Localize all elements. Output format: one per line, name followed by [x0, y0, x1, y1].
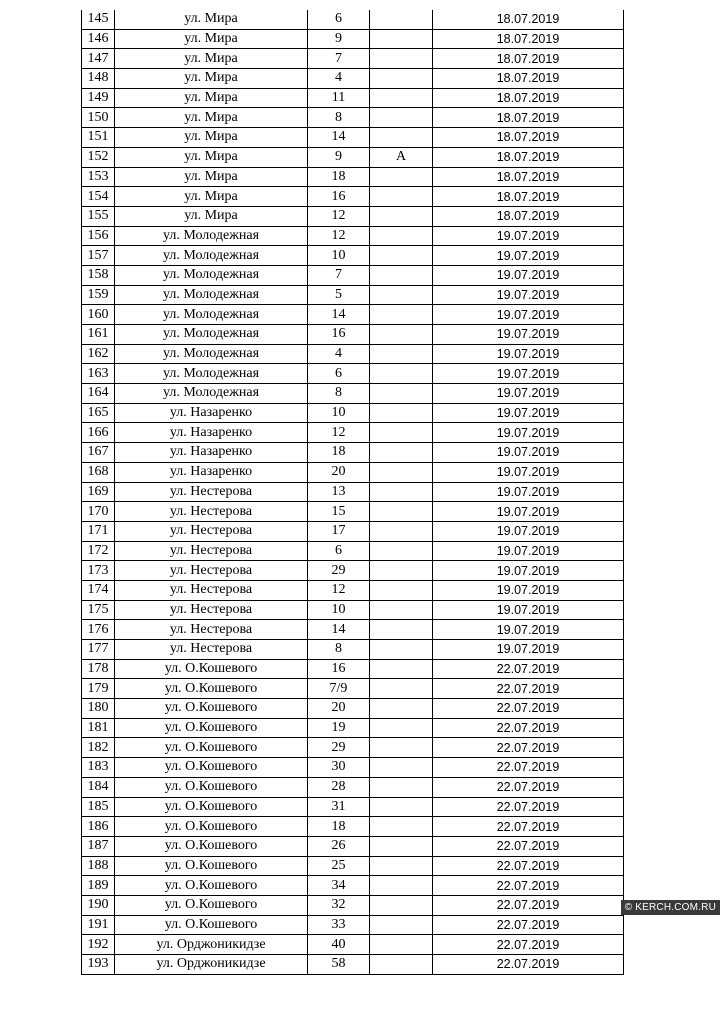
- house-letter-cell: [370, 206, 433, 226]
- house-number-cell: 26: [308, 836, 370, 856]
- street-cell: ул. Молодежная: [115, 305, 308, 325]
- house-number-cell: 5: [308, 285, 370, 305]
- date-cell: 18.07.2019: [433, 10, 624, 29]
- table-row: [82, 699, 624, 719]
- table-row: [82, 502, 624, 522]
- date-cell: 18.07.2019: [433, 187, 624, 207]
- date-cell: 19.07.2019: [433, 521, 624, 541]
- street-cell: ул. Нестерова: [115, 561, 308, 581]
- house-number-cell: 8: [308, 640, 370, 660]
- house-number-cell: 20: [308, 699, 370, 719]
- street-cell: ул. Молодежная: [115, 384, 308, 404]
- table-row: [82, 836, 624, 856]
- table-row: [82, 738, 624, 758]
- table-row: [82, 561, 624, 581]
- house-letter-cell: [370, 620, 433, 640]
- table-row: [82, 49, 624, 69]
- date-cell: 19.07.2019: [433, 620, 624, 640]
- street-cell: ул. Мира: [115, 128, 308, 148]
- date-cell: 18.07.2019: [433, 108, 624, 128]
- date-cell: 18.07.2019: [433, 49, 624, 69]
- table-row: [82, 679, 624, 699]
- house-number-cell: 4: [308, 344, 370, 364]
- house-letter-cell: [370, 699, 433, 719]
- house-number-cell: 9: [308, 29, 370, 49]
- table-row: [82, 521, 624, 541]
- row-number-cell: 183: [82, 758, 115, 778]
- date-cell: 19.07.2019: [433, 580, 624, 600]
- house-number-cell: 32: [308, 895, 370, 915]
- table-row: [82, 580, 624, 600]
- table-row: [82, 29, 624, 49]
- row-number-cell: 146: [82, 29, 115, 49]
- table-row: [82, 955, 624, 975]
- street-cell: ул. Молодежная: [115, 265, 308, 285]
- table-row: [82, 69, 624, 89]
- row-number-cell: 171: [82, 521, 115, 541]
- house-number-cell: 8: [308, 384, 370, 404]
- house-number-cell: 12: [308, 206, 370, 226]
- date-cell: 18.07.2019: [433, 29, 624, 49]
- date-cell: 18.07.2019: [433, 206, 624, 226]
- date-cell: 19.07.2019: [433, 541, 624, 561]
- table-row: [82, 482, 624, 502]
- table-row: [82, 226, 624, 246]
- date-cell: 19.07.2019: [433, 640, 624, 660]
- date-cell: 19.07.2019: [433, 423, 624, 443]
- street-cell: ул. Нестерова: [115, 580, 308, 600]
- house-number-cell: 14: [308, 128, 370, 148]
- row-number-cell: 157: [82, 246, 115, 266]
- table-row: [82, 403, 624, 423]
- street-cell: ул. Назаренко: [115, 403, 308, 423]
- row-number-cell: 186: [82, 817, 115, 837]
- house-number-cell: 18: [308, 817, 370, 837]
- house-number-cell: 8: [308, 108, 370, 128]
- house-letter-cell: [370, 265, 433, 285]
- street-cell: ул. Нестерова: [115, 502, 308, 522]
- street-cell: ул. Молодежная: [115, 285, 308, 305]
- date-cell: 19.07.2019: [433, 325, 624, 345]
- date-cell: 22.07.2019: [433, 856, 624, 876]
- date-cell: 19.07.2019: [433, 285, 624, 305]
- house-letter-cell: [370, 49, 433, 69]
- date-cell: 18.07.2019: [433, 167, 624, 187]
- house-number-cell: 10: [308, 246, 370, 266]
- house-letter-cell: [370, 876, 433, 896]
- street-cell: ул. Назаренко: [115, 443, 308, 463]
- house-letter-cell: [370, 423, 433, 443]
- date-cell: 22.07.2019: [433, 955, 624, 975]
- table-row: [82, 364, 624, 384]
- house-number-cell: 29: [308, 738, 370, 758]
- date-cell: 19.07.2019: [433, 305, 624, 325]
- row-number-cell: 158: [82, 265, 115, 285]
- street-cell: ул. О.Кошевого: [115, 758, 308, 778]
- house-letter-cell: [370, 738, 433, 758]
- house-letter-cell: [370, 108, 433, 128]
- table-row: [82, 285, 624, 305]
- house-number-cell: 6: [308, 364, 370, 384]
- house-letter-cell: [370, 384, 433, 404]
- street-cell: ул. О.Кошевого: [115, 895, 308, 915]
- date-cell: 18.07.2019: [433, 128, 624, 148]
- house-letter-cell: [370, 462, 433, 482]
- table-row: [82, 128, 624, 148]
- house-number-cell: 20: [308, 462, 370, 482]
- date-cell: 19.07.2019: [433, 344, 624, 364]
- table-row: [82, 108, 624, 128]
- table-row: [82, 443, 624, 463]
- row-number-cell: 173: [82, 561, 115, 581]
- date-cell: 19.07.2019: [433, 482, 624, 502]
- date-cell: 19.07.2019: [433, 443, 624, 463]
- house-letter-cell: [370, 915, 433, 935]
- street-cell: ул. Молодежная: [115, 344, 308, 364]
- date-cell: 22.07.2019: [433, 738, 624, 758]
- street-cell: ул. Мира: [115, 187, 308, 207]
- row-number-cell: 151: [82, 128, 115, 148]
- street-cell: ул. Нестерова: [115, 521, 308, 541]
- row-number-cell: 192: [82, 935, 115, 955]
- date-cell: 19.07.2019: [433, 226, 624, 246]
- date-cell: 18.07.2019: [433, 88, 624, 108]
- table-row: [82, 758, 624, 778]
- watermark: © KERCH.COM.RU: [621, 900, 720, 915]
- table-row: [82, 856, 624, 876]
- house-letter-cell: [370, 69, 433, 89]
- table-row: [82, 384, 624, 404]
- date-cell: 22.07.2019: [433, 758, 624, 778]
- row-number-cell: 191: [82, 915, 115, 935]
- house-number-cell: 9: [308, 147, 370, 167]
- street-cell: ул. О.Кошевого: [115, 777, 308, 797]
- row-number-cell: 180: [82, 699, 115, 719]
- house-number-cell: 18: [308, 443, 370, 463]
- date-cell: 19.07.2019: [433, 364, 624, 384]
- row-number-cell: 184: [82, 777, 115, 797]
- table-row: [82, 423, 624, 443]
- date-cell: 19.07.2019: [433, 246, 624, 266]
- row-number-cell: 168: [82, 462, 115, 482]
- table-row: [82, 305, 624, 325]
- house-letter-cell: [370, 521, 433, 541]
- date-cell: 19.07.2019: [433, 384, 624, 404]
- date-cell: 22.07.2019: [433, 797, 624, 817]
- house-number-cell: 7: [308, 49, 370, 69]
- table-row: [82, 817, 624, 837]
- house-number-cell: 15: [308, 502, 370, 522]
- house-letter-cell: [370, 344, 433, 364]
- date-cell: 18.07.2019: [433, 147, 624, 167]
- date-cell: 19.07.2019: [433, 561, 624, 581]
- date-cell: 22.07.2019: [433, 935, 624, 955]
- house-letter-cell: [370, 305, 433, 325]
- house-letter-cell: [370, 561, 433, 581]
- row-number-cell: 169: [82, 482, 115, 502]
- street-cell: ул. Молодежная: [115, 246, 308, 266]
- row-number-cell: 161: [82, 325, 115, 345]
- row-number-cell: 152: [82, 147, 115, 167]
- street-cell: ул. Молодежная: [115, 226, 308, 246]
- house-number-cell: 12: [308, 580, 370, 600]
- table-row: [82, 88, 624, 108]
- table-row: [82, 344, 624, 364]
- row-number-cell: 149: [82, 88, 115, 108]
- row-number-cell: 159: [82, 285, 115, 305]
- street-cell: ул. О.Кошевого: [115, 856, 308, 876]
- table-row: [82, 718, 624, 738]
- row-number-cell: 166: [82, 423, 115, 443]
- date-cell: 22.07.2019: [433, 777, 624, 797]
- house-letter-cell: [370, 541, 433, 561]
- house-letter-cell: [370, 246, 433, 266]
- row-number-cell: 147: [82, 49, 115, 69]
- date-cell: 22.07.2019: [433, 817, 624, 837]
- row-number-cell: 163: [82, 364, 115, 384]
- house-number-cell: 34: [308, 876, 370, 896]
- house-number-cell: 16: [308, 187, 370, 207]
- street-cell: ул. О.Кошевого: [115, 659, 308, 679]
- house-letter-cell: [370, 797, 433, 817]
- house-letter-cell: [370, 640, 433, 660]
- house-number-cell: 10: [308, 600, 370, 620]
- house-number-cell: 7/9: [308, 679, 370, 699]
- row-number-cell: 182: [82, 738, 115, 758]
- row-number-cell: 179: [82, 679, 115, 699]
- date-cell: 22.07.2019: [433, 876, 624, 896]
- street-cell: ул. Мира: [115, 49, 308, 69]
- date-cell: 22.07.2019: [433, 679, 624, 699]
- house-number-cell: 58: [308, 955, 370, 975]
- table-row: [82, 797, 624, 817]
- house-letter-cell: [370, 758, 433, 778]
- street-cell: ул. Нестерова: [115, 640, 308, 660]
- house-number-cell: 30: [308, 758, 370, 778]
- table-row: [82, 541, 624, 561]
- house-letter-cell: [370, 226, 433, 246]
- house-number-cell: 28: [308, 777, 370, 797]
- table-row: [82, 10, 624, 29]
- table-row: [82, 640, 624, 660]
- street-cell: ул. Нестерова: [115, 541, 308, 561]
- row-number-cell: 156: [82, 226, 115, 246]
- table-row: [82, 187, 624, 207]
- row-number-cell: 172: [82, 541, 115, 561]
- street-cell: ул. Орджоникидзе: [115, 955, 308, 975]
- street-cell: ул. Орджоникидзе: [115, 935, 308, 955]
- row-number-cell: 162: [82, 344, 115, 364]
- row-number-cell: 153: [82, 167, 115, 187]
- street-cell: ул. О.Кошевого: [115, 817, 308, 837]
- street-cell: ул. Нестерова: [115, 482, 308, 502]
- house-number-cell: 19: [308, 718, 370, 738]
- house-number-cell: 40: [308, 935, 370, 955]
- date-cell: 22.07.2019: [433, 895, 624, 915]
- street-cell: ул. О.Кошевого: [115, 836, 308, 856]
- house-letter-cell: [370, 502, 433, 522]
- table-row: [82, 659, 624, 679]
- house-letter-cell: [370, 895, 433, 915]
- table-row: [82, 206, 624, 226]
- table-row: [82, 167, 624, 187]
- street-cell: ул. Назаренко: [115, 462, 308, 482]
- row-number-cell: 177: [82, 640, 115, 660]
- row-number-cell: 193: [82, 955, 115, 975]
- house-letter-cell: [370, 167, 433, 187]
- street-cell: ул. О.Кошевого: [115, 915, 308, 935]
- house-number-cell: 4: [308, 69, 370, 89]
- house-letter-cell: [370, 403, 433, 423]
- house-number-cell: 16: [308, 659, 370, 679]
- house-number-cell: 12: [308, 226, 370, 246]
- house-letter-cell: [370, 600, 433, 620]
- street-cell: ул. О.Кошевого: [115, 699, 308, 719]
- street-cell: ул. Мира: [115, 69, 308, 89]
- house-letter-cell: [370, 88, 433, 108]
- row-number-cell: 176: [82, 620, 115, 640]
- street-cell: ул. Молодежная: [115, 364, 308, 384]
- row-number-cell: 170: [82, 502, 115, 522]
- row-number-cell: 187: [82, 836, 115, 856]
- table-row: [82, 935, 624, 955]
- house-number-cell: 33: [308, 915, 370, 935]
- row-number-cell: 181: [82, 718, 115, 738]
- house-number-cell: 11: [308, 88, 370, 108]
- row-number-cell: 164: [82, 384, 115, 404]
- house-letter-cell: [370, 285, 433, 305]
- house-letter-cell: [370, 10, 433, 29]
- street-cell: ул. Мира: [115, 29, 308, 49]
- row-number-cell: 188: [82, 856, 115, 876]
- table-row: [82, 620, 624, 640]
- table-row: [82, 265, 624, 285]
- street-cell: ул. О.Кошевого: [115, 738, 308, 758]
- schedule-table-body: [82, 10, 624, 974]
- row-number-cell: 155: [82, 206, 115, 226]
- date-cell: 22.07.2019: [433, 836, 624, 856]
- house-letter-cell: [370, 482, 433, 502]
- house-letter-cell: [370, 679, 433, 699]
- house-number-cell: 31: [308, 797, 370, 817]
- table-row: [82, 600, 624, 620]
- street-cell: ул. Мира: [115, 108, 308, 128]
- table-row: [82, 915, 624, 935]
- house-number-cell: 6: [308, 541, 370, 561]
- house-letter-cell: [370, 817, 433, 837]
- house-number-cell: 29: [308, 561, 370, 581]
- street-cell: ул. Мира: [115, 10, 308, 29]
- row-number-cell: 178: [82, 659, 115, 679]
- house-letter-cell: [370, 777, 433, 797]
- row-number-cell: 154: [82, 187, 115, 207]
- house-number-cell: 6: [308, 10, 370, 29]
- date-cell: 19.07.2019: [433, 462, 624, 482]
- street-cell: ул. Мира: [115, 88, 308, 108]
- house-letter-cell: [370, 187, 433, 207]
- house-letter-cell: [370, 659, 433, 679]
- schedule-table: [81, 10, 624, 975]
- house-letter-cell: [370, 443, 433, 463]
- date-cell: 22.07.2019: [433, 718, 624, 738]
- house-letter-cell: [370, 856, 433, 876]
- date-cell: 22.07.2019: [433, 915, 624, 935]
- house-letter-cell: [370, 955, 433, 975]
- street-cell: ул. О.Кошевого: [115, 718, 308, 738]
- row-number-cell: 185: [82, 797, 115, 817]
- house-letter-cell: [370, 128, 433, 148]
- house-number-cell: 10: [308, 403, 370, 423]
- house-letter-cell: [370, 718, 433, 738]
- house-number-cell: 25: [308, 856, 370, 876]
- table-row: [82, 895, 624, 915]
- table-row: [82, 462, 624, 482]
- house-letter-cell: А: [370, 147, 433, 167]
- row-number-cell: 189: [82, 876, 115, 896]
- table-row: [82, 876, 624, 896]
- street-cell: ул. О.Кошевого: [115, 797, 308, 817]
- house-letter-cell: [370, 29, 433, 49]
- house-letter-cell: [370, 580, 433, 600]
- date-cell: 19.07.2019: [433, 502, 624, 522]
- street-cell: ул. Молодежная: [115, 325, 308, 345]
- row-number-cell: 160: [82, 305, 115, 325]
- date-cell: 19.07.2019: [433, 265, 624, 285]
- house-number-cell: 17: [308, 521, 370, 541]
- house-number-cell: 14: [308, 620, 370, 640]
- house-letter-cell: [370, 364, 433, 384]
- date-cell: 18.07.2019: [433, 69, 624, 89]
- street-cell: ул. Мира: [115, 147, 308, 167]
- house-number-cell: 16: [308, 325, 370, 345]
- house-number-cell: 14: [308, 305, 370, 325]
- street-cell: ул. Назаренко: [115, 423, 308, 443]
- date-cell: 19.07.2019: [433, 403, 624, 423]
- street-cell: ул. Мира: [115, 167, 308, 187]
- row-number-cell: 145: [82, 10, 115, 29]
- table-row: [82, 777, 624, 797]
- house-number-cell: 18: [308, 167, 370, 187]
- house-letter-cell: [370, 325, 433, 345]
- street-cell: ул. Мира: [115, 206, 308, 226]
- row-number-cell: 165: [82, 403, 115, 423]
- street-cell: ул. Нестерова: [115, 600, 308, 620]
- row-number-cell: 190: [82, 895, 115, 915]
- house-letter-cell: [370, 935, 433, 955]
- street-cell: ул. О.Кошевого: [115, 876, 308, 896]
- house-number-cell: 13: [308, 482, 370, 502]
- street-cell: ул. Нестерова: [115, 620, 308, 640]
- street-cell: ул. О.Кошевого: [115, 679, 308, 699]
- row-number-cell: 175: [82, 600, 115, 620]
- house-number-cell: 7: [308, 265, 370, 285]
- date-cell: 22.07.2019: [433, 659, 624, 679]
- date-cell: 19.07.2019: [433, 600, 624, 620]
- row-number-cell: 148: [82, 69, 115, 89]
- date-cell: 22.07.2019: [433, 699, 624, 719]
- row-number-cell: 150: [82, 108, 115, 128]
- table-row: [82, 325, 624, 345]
- row-number-cell: 174: [82, 580, 115, 600]
- table-row: [82, 246, 624, 266]
- house-number-cell: 12: [308, 423, 370, 443]
- row-number-cell: 167: [82, 443, 115, 463]
- house-letter-cell: [370, 836, 433, 856]
- table-row: [82, 147, 624, 167]
